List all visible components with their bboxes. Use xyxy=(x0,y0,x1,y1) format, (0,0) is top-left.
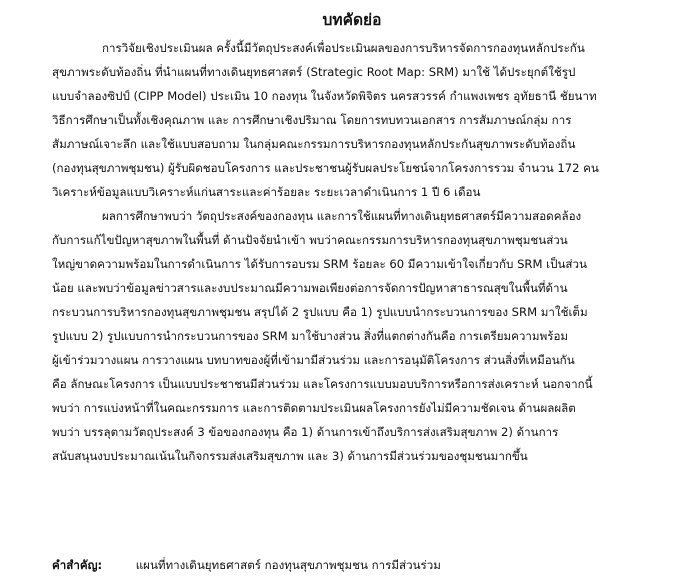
paragraph-line: วิธีการศึกษาเป็นทั้งเชิงคุณภาพ และ การศึกษาเชิงปริมาณ โดยการทบทวนเอกสาร การสัมภาษณ์กลุ่ม การ xyxy=(52,113,572,127)
paragraph-line: ผู้เข้าร่วมวางแผน การวางแผน บทบาทของผู้ที่เข้ามามีส่วนร่วม และการอนุมัติโครงการ ส่วนสิ่งที่เหมือนกัน xyxy=(52,353,575,367)
paragraph-line: พบว่า การแบ่งหน้าที่ในคณะกรรมการ และการติดตามประเมินผลโครงการยังไม่มีความชัดเจน ด้านผลผลิต xyxy=(52,401,576,415)
abstract-paragraph-2 xyxy=(52,204,652,468)
paragraph-line: (กองทุนสุขภาพชุมชน) ผู้รับผิดชอบโครงการ และประชาชนผู้รับผลประโยชน์จากโครงการรวม จำนวน 172 คน xyxy=(52,161,599,175)
paragraph-line: วิเคราะห์ข้อมูลแบบวิเคราะห์แก่นสาระและค่าร้อยละ ระยะเวลาดำเนินการ 1 ปี 6 เดือน xyxy=(52,185,481,199)
keywords-text: แผนที่ทางเดินยุทธศาสตร์ กองทุนสุขภาพชุมชน การมีส่วนร่วม xyxy=(135,558,441,572)
paragraph-line: ผลการศึกษาพบว่า วัตถุประสงค์ของกองทุน และการใช้แผนที่ทางเดินยุทธศาสตร์มีความสอดคล้อง xyxy=(102,209,582,223)
paragraph-line: การวิจัยเชิงประเมินผล ครั้งนี้มีวัตถุประสงค์เพื่อประเมินผลของการบริหารจัดการกองทุนหลักประกัน xyxy=(102,41,585,55)
paragraph-line: กระบวนการบริหารกองทุนสุขภาพชุมชน สรุปได้ 2 รูปแบบ คือ 1) รูปแบบนำกระบวนการของ SRM มาใช้เต็ม xyxy=(52,305,588,319)
keywords-label: คำสำคัญ: xyxy=(52,558,103,572)
paragraph-line: น้อย และพบว่าข้อมูลข่าวสารและงบประมาณมีความพอเพียงต่อการจัดการปัญหาสาธารณสุขในพื้นที่ด้าน xyxy=(52,281,568,295)
paragraph-line: พบว่า บรรลุตามวัตถุประสงค์ 3 ข้อของกองทุน คือ 1) ด้านการเข้าถึงบริการส่งเสริมสุขภาพ 2) ด้านการ xyxy=(52,425,559,439)
paragraph-line: กับการแก้ไขปัญหาสุขภาพในพื้นที่ ด้านปัจจัยนำเข้า พบว่าคณะกรรมการบริหารกองทุนสุขภาพชุมชนส่วน xyxy=(52,233,568,247)
paragraph-line: สัมภาษณ์เจาะลึก และใช้แบบสอบถาม ในกลุ่มคณะกรรมการบริหารกองทุนหลักประกันสุขภาพระดับท้องถิ่น xyxy=(52,137,576,151)
keywords-row xyxy=(52,555,441,575)
paragraph-line: แบบจำลองซิปป์ (CIPP Model) ประเมิน 10 กองทุน ในจังหวัดพิจิตร นครสวรรค์ กำแพงเพชร อุทัยธานี ชัยนาท xyxy=(52,89,597,103)
paragraph-line: คือ ลักษณะโครงการ เป็นแบบประชาชนมีส่วนร่วม และโครงการแบบมอบบริการหรือการส่งเคราะห์ นอกจากนี้ xyxy=(52,377,593,391)
paragraph-line: สนับสนุนงบประมาณเน้นในกิจกรรมส่งเสริมสุขภาพ และ 3) ด้านการมีส่วนร่วมของชุมชนมากขึ้น xyxy=(52,449,528,463)
paragraph-line: สุขภาพระดับท้องถิ่น ที่นำแผนที่ทางเดินยุทธศาสตร์ (Strategic Root Map: SRM) มาใช้ ได้ประยุกต์ใช้รูป xyxy=(52,65,576,79)
abstract-paragraph-1 xyxy=(52,36,652,204)
paragraph-line: ใหญ่ขาดความพร้อมในการดำเนินการ ได้รับการอบรม SRM ร้อยละ 60 มีความเข้าใจเกี่ยวกับ SRM เป็นส่วน xyxy=(52,257,587,271)
paragraph-line: รูปแบบ 2) รูปแบบการนำกระบวนการของ SRM มาใช้บางส่วน สิ่งที่แตกต่างกันคือ การเตรียมความพร้อม xyxy=(52,329,569,343)
abstract-title: บทคัดย่อ xyxy=(322,11,382,29)
